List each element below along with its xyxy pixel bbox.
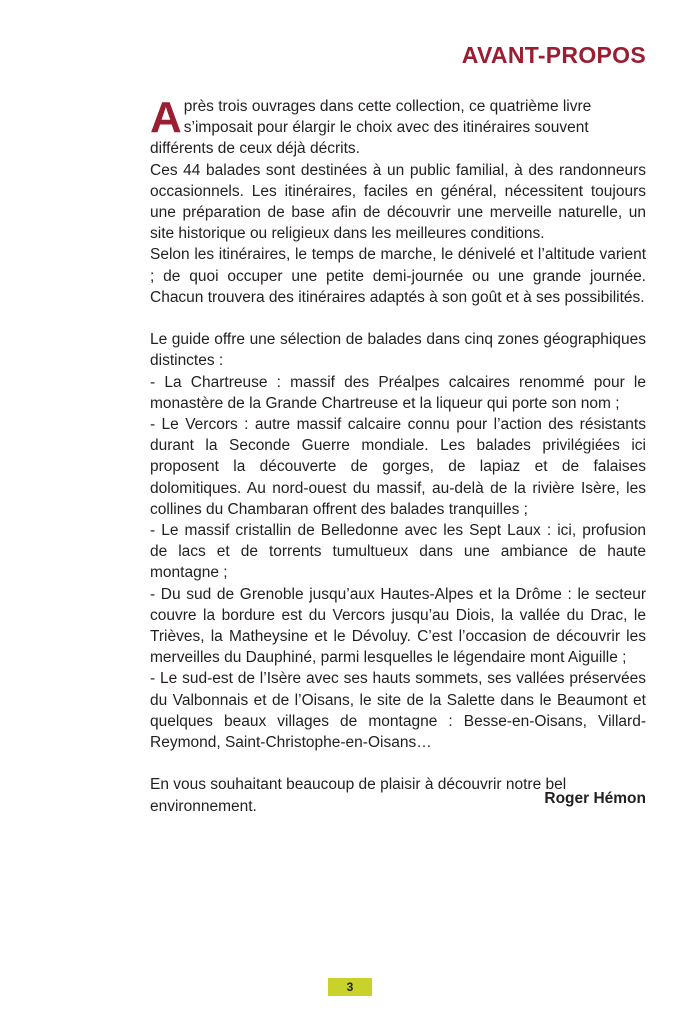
paragraph-closing: En vous souhaitant beaucoup de plaisir à découvrir notre bel environnement. (150, 776, 567, 815)
body-text (150, 93, 646, 817)
list-item-belledonne: - Le massif cristallin de Belledonne avec les Sept Laux : ici, profusion de lacs et de torrents tumultueux dans une ambiance de haute montagne ; (150, 522, 646, 582)
author-signature: Roger Hémon (544, 790, 646, 807)
intro-paragraph (150, 93, 646, 160)
list-item-chartreuse: - La Chartreuse : massif des Préalpes calcaires renommé pour le monastère de la Grande Chartreuse et la liqueur qui porte son nom ; (150, 373, 646, 412)
list-item-isere-sud-est: - Le sud-est de l’Isère avec ses hauts sommets, ses vallées préservées du Valbonnais et de l’Oisans, le site de la Salette dans le Beaumont et quelques beaux villages de montagne : Besse-en-Oisans, Villard-Reymond, Saint-Christophe-en-Oisans… (150, 670, 646, 752)
drop-cap: A (150, 93, 182, 142)
paragraph-zones-intro: Le guide offre une sélection de balades dans cinq zones géographiques distinctes : (150, 331, 646, 370)
intro-text: près trois ouvrages dans cette collection, ce quatrième livre s’imposait pour élargir le choix avec des itinéraires souvent différents de ceux déjà décrits. (150, 98, 592, 158)
page-title: AVANT-PROPOS (461, 42, 646, 68)
page-number: 3 (328, 978, 372, 996)
list-item-vercors: - Le Vercors : autre massif calcaire connu pour l’action des résistants durant la Seconde Guerre mondiale. Les balades privilégiées ici proposent la découverte de gorges, de lapiaz et de falaises dolomitiques. Au nord-ouest du massif, au-delà de la rivière Isère, les collines du Chambaran offrent des balades tranquilles ; (150, 416, 646, 518)
paragraph-audience: Ces 44 balades sont destinées à un public familial, à des randonneurs occasionnels. Les itinéraires, faciles en général, nécessitent toujours une préparation de base afin de découvrir une merveille naturelle, un site historique ou religieux dans les meilleures conditions. (150, 161, 646, 243)
paragraph-duration: Selon les itinéraires, le temps de marche, le dénivelé et l’altitude varient ; de quoi occuper une petite demi-journée ou une grande journée. Chacun trouvera des itinéraires adaptés à son goût et à ses possibilités. (150, 246, 646, 306)
list-item-grenoble-sud: - Du sud de Grenoble jusqu’aux Hautes-Alpes et la Drôme : le secteur couvre la bordure est du Vercors jusqu’au Diois, la vallée du Drac, le Trièves, la Matheysine et le Dévoluy. C’est l’occasion de découvrir les merveilles du Dauphiné, parmi lesquelles le légendaire mont Aiguille ; (150, 585, 646, 667)
